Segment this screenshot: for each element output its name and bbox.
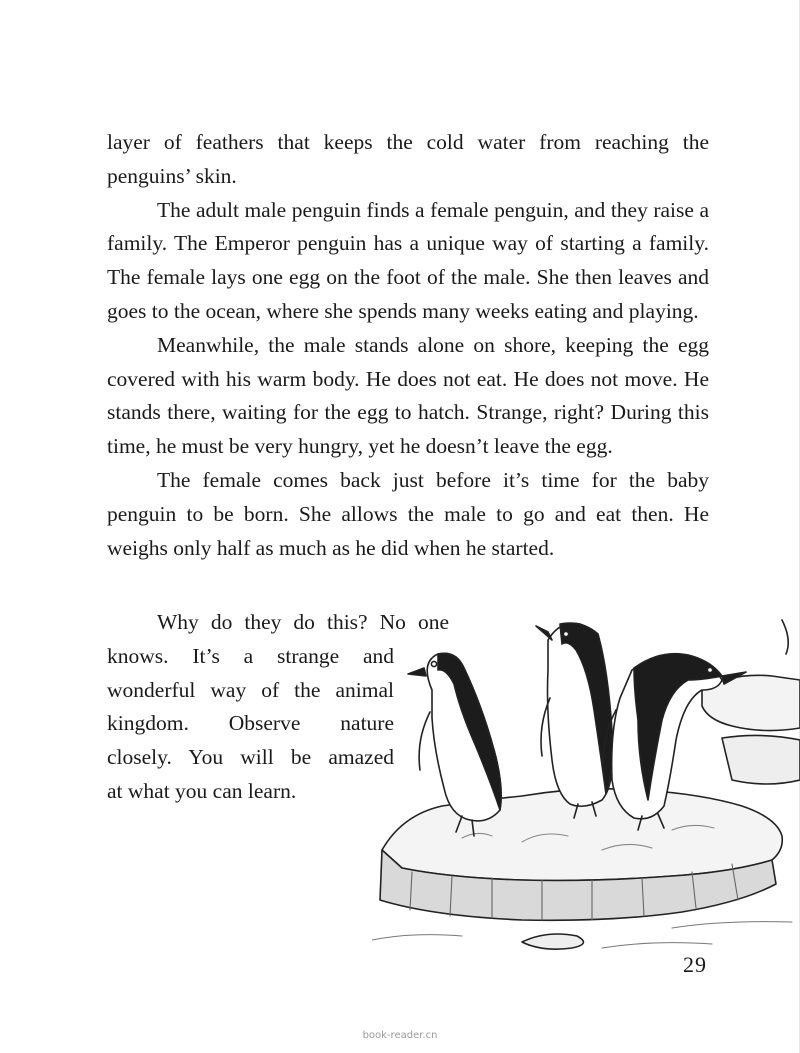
watermark: book-reader.cn <box>362 1030 438 1041</box>
text-line: kingdom. Observe nature <box>107 711 394 736</box>
paragraph-continued: layer of feathers that keeps the cold water from reaching the penguins’ skin. <box>107 130 709 188</box>
text-line: knows. It’s a strange and <box>107 643 394 668</box>
text-line: wonderful way of the animal <box>107 677 394 702</box>
text-line: Why do they do this? No one <box>157 610 449 634</box>
text-line: closely. You will be amazed <box>107 745 394 770</box>
page-number: 29 <box>683 952 707 977</box>
text-line: at what you can learn. <box>107 778 297 803</box>
paragraph: The adult male penguin finds a female penguin, and they raise a family. The Emperor penguin has a unique way of starting a family. The female lays one egg on the foot of the male. She then leaves and goes to the ocean, where she spends many weeks eating and playing. <box>107 197 709 323</box>
final-paragraph <box>107 606 449 809</box>
penguins-on-ice-illustration <box>372 610 800 955</box>
paragraph: Meanwhile, the male stands alone on shore, keeping the egg covered with his warm body. He does not eat. He does not move. He stands there, waiting for the egg to hatch. Strange, right? During this time, he must be very hungry, yet he doesn’t leave the egg. <box>107 332 709 459</box>
paragraph: The female comes back just before it’s time for the baby penguin to be born. She allows the male to go and eat then. He weighs only half as much as he did when he started. <box>107 467 709 560</box>
body-text <box>107 126 709 565</box>
